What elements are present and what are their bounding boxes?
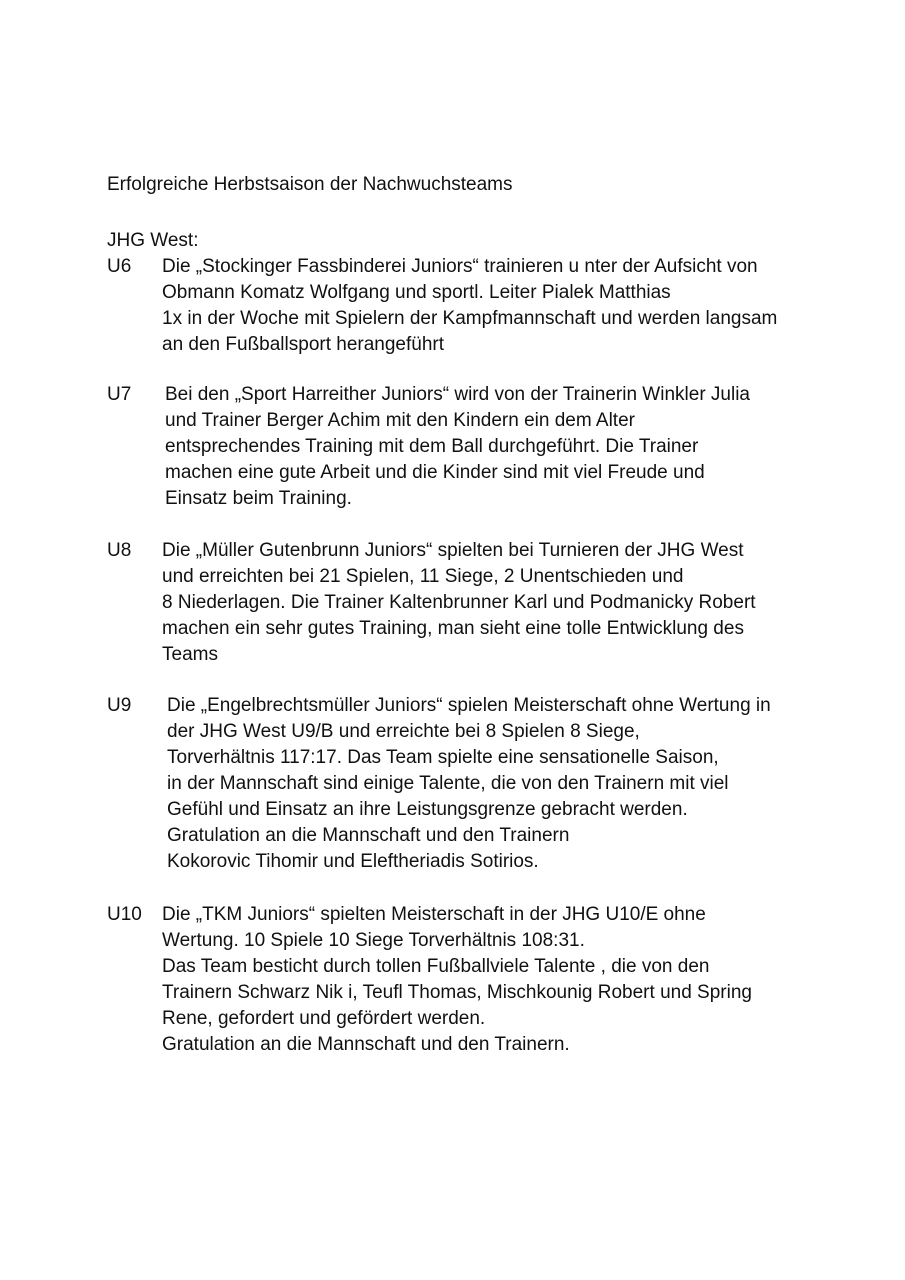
section-line: machen eine gute Arbeit und die Kinder sind mit viel Freude und xyxy=(165,462,705,483)
section-line: 8 Niederlagen. Die Trainer Kaltenbrunner Karl und Podmanicky Robert xyxy=(162,592,756,613)
section-line: und erreichten bei 21 Spielen, 11 Siege, 2 Unentschieden und xyxy=(162,566,684,587)
section-line: Einsatz beim Training. xyxy=(165,488,352,509)
section-line: Bei den „Sport Harreither Juniors“ wird von der Trainerin Winkler Julia xyxy=(165,384,751,405)
section-line: machen ein sehr gutes Training, man sieht eine tolle Entwicklung des xyxy=(162,618,744,639)
section-line: Die „Stockinger Fassbinderei Juniors“ trainieren u nter der Aufsicht von xyxy=(162,256,758,277)
section-label: U10 xyxy=(107,904,142,925)
section-line: Das Team besticht durch tollen Fußballviele Talente , die von den xyxy=(162,956,710,977)
section-text xyxy=(165,382,750,512)
section-label: U6 xyxy=(107,256,132,277)
section-line: 1x in der Woche mit Spielern der Kampfmannschaft und werden langsam xyxy=(162,308,778,329)
section-line: Die „Müller Gutenbrunn Juniors“ spielten bei Turnieren der JHG West xyxy=(162,540,744,561)
group-heading: JHG West: xyxy=(107,230,199,251)
section-line: Kokorovic Tihomir und Eleftheriadis Sotirios. xyxy=(167,851,539,872)
document-title: Erfolgreiche Herbstsaison der Nachwuchsteams xyxy=(107,174,513,195)
section-line: Die „TKM Juniors“ spielten Meisterschaft in der JHG U10/E ohne xyxy=(162,904,706,925)
section-text xyxy=(162,902,752,1058)
section-text xyxy=(162,254,777,358)
section-line: in der Mannschaft sind einige Talente, die von den Trainern mit viel xyxy=(167,773,729,794)
section-line: Wertung. 10 Spiele 10 Siege Torverhältnis 108:31. xyxy=(162,930,585,951)
section-line: Gefühl und Einsatz an ihre Leistungsgrenze gebracht werden. xyxy=(167,799,688,820)
section-line: Die „Engelbrechtsmüller Juniors“ spielen Meisterschaft ohne Wertung in xyxy=(167,695,771,716)
section-line: Gratulation an die Mannschaft und den Trainern. xyxy=(162,1034,570,1055)
section-text xyxy=(167,693,771,875)
section-line: und Trainer Berger Achim mit den Kindern ein dem Alter xyxy=(165,410,635,431)
section-line: der JHG West U9/B und erreichte bei 8 Spielen 8 Siege, xyxy=(167,721,640,742)
section-line: entsprechendes Training mit dem Ball durchgeführt. Die Trainer xyxy=(165,436,699,457)
section-text xyxy=(162,538,756,668)
section-line: Teams xyxy=(162,644,218,665)
section-line: an den Fußballsport herangeführt xyxy=(162,334,445,355)
section-label: U9 xyxy=(107,695,132,716)
section-label: U8 xyxy=(107,540,132,561)
section-line: Rene, gefordert und gefördert werden. xyxy=(162,1008,486,1029)
section-line: Trainern Schwarz Nik i, Teufl Thomas, Mischkounig Robert und Spring xyxy=(162,982,752,1003)
section-line: Gratulation an die Mannschaft und den Trainern xyxy=(167,825,570,846)
section-line: Torverhältnis 117:17. Das Team spielte eine sensationelle Saison, xyxy=(167,747,719,768)
section-line: Obmann Komatz Wolfgang und sportl. Leiter Pialek Matthias xyxy=(162,282,671,303)
section-label: U7 xyxy=(107,384,132,405)
